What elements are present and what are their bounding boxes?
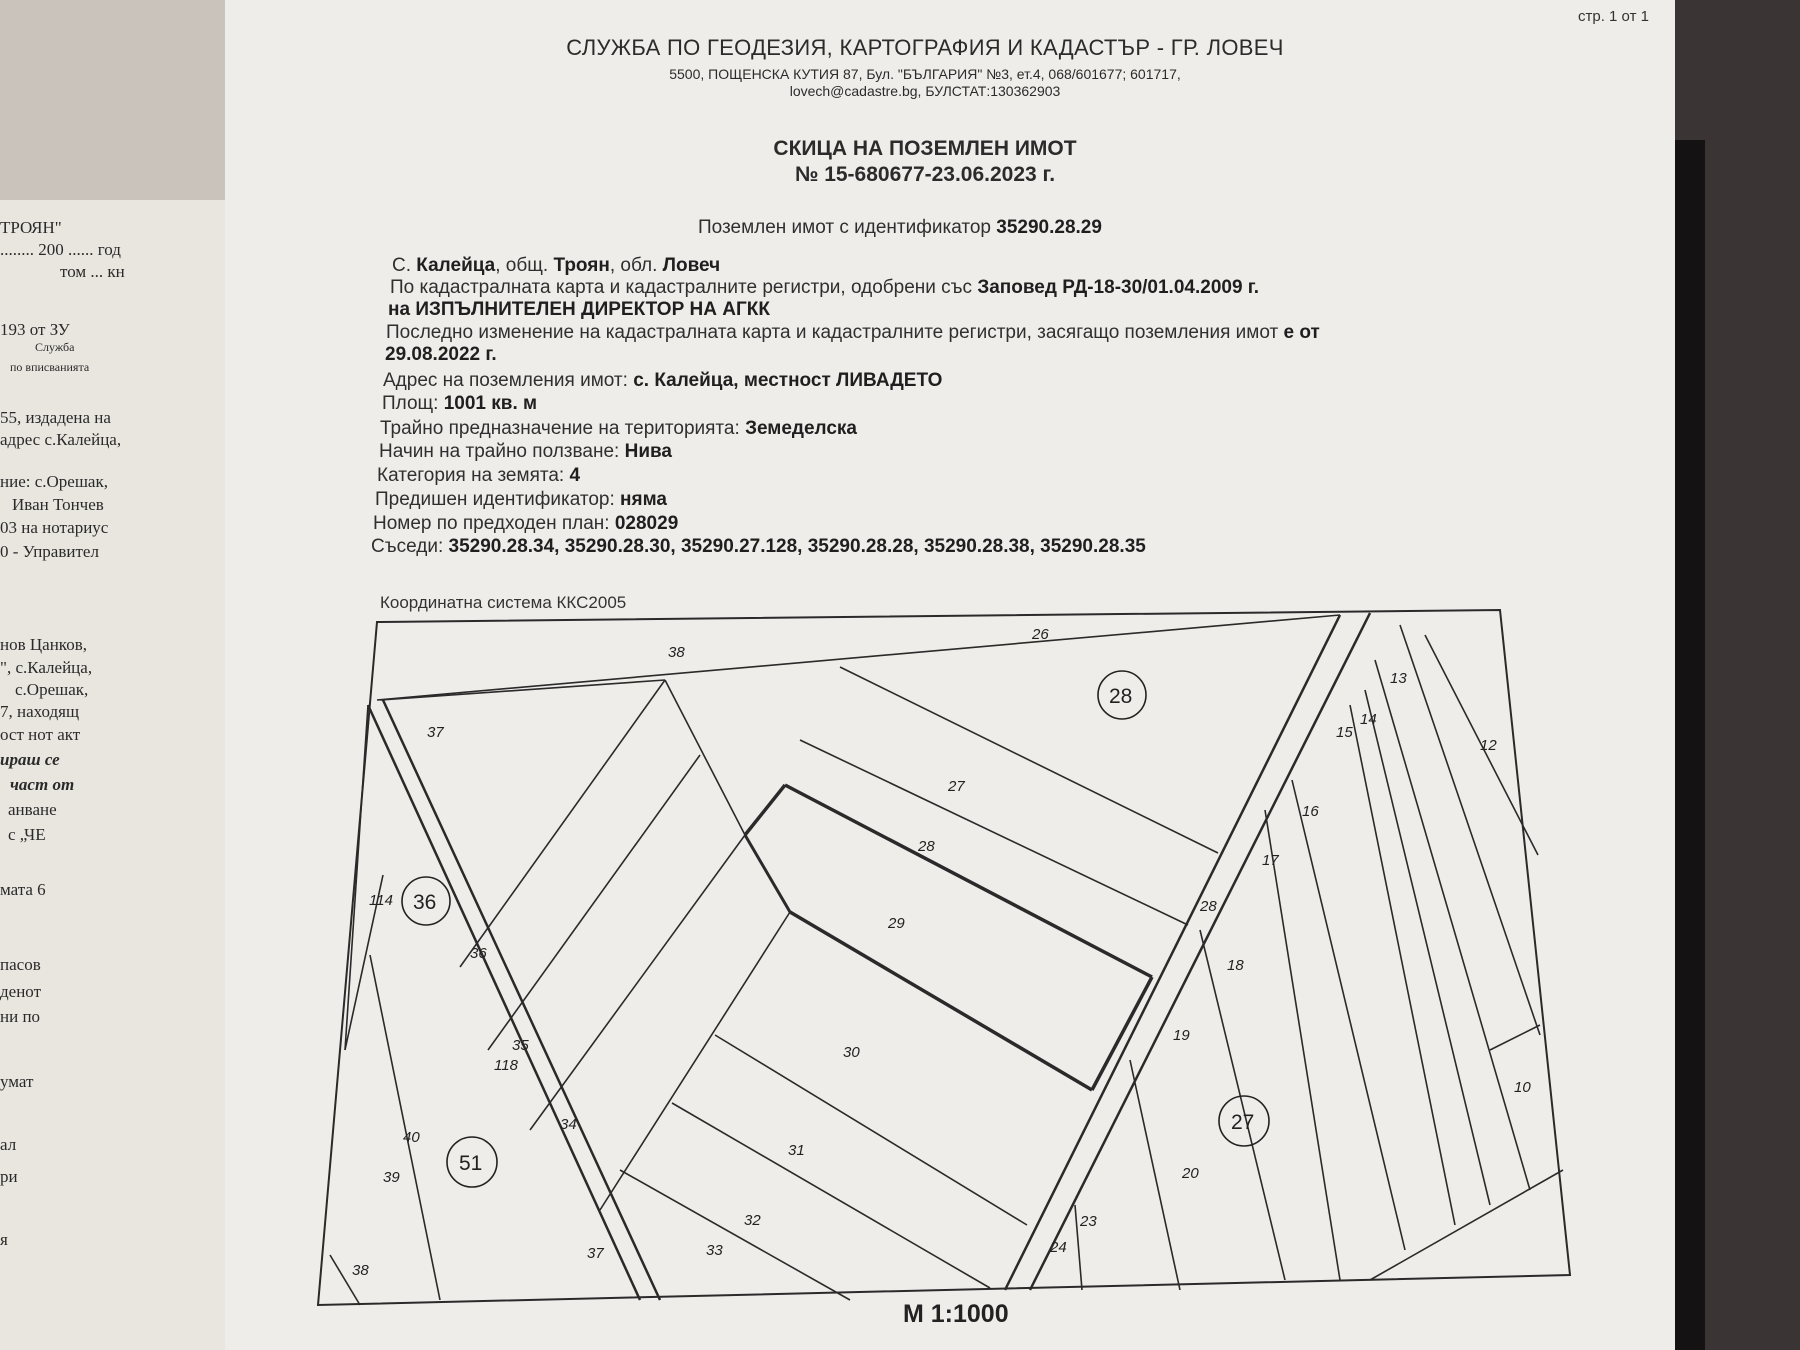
office-contact: lovech@cadastre.bg, БУЛСТАТ:130362903 xyxy=(789,83,1061,99)
left-fragment: адрес с.Калейца, xyxy=(0,430,122,449)
parcel-label: 28 xyxy=(918,838,935,855)
left-fragment: ри xyxy=(0,1167,18,1186)
parcel-label: 31 xyxy=(788,1142,805,1159)
circled-block-labels xyxy=(413,685,1254,1175)
line-16 xyxy=(370,955,440,1300)
line-23 xyxy=(1292,780,1405,1250)
neighbors-value: 35290.28.34, 35290.28.30, 35290.27.128, 35290.28.28, 35290.28.38, 35290.28.35 xyxy=(448,536,1146,557)
block-number: 51 xyxy=(459,1152,483,1175)
line-9 xyxy=(800,740,1188,925)
line-25 xyxy=(1200,930,1285,1280)
prev-id-value: няма xyxy=(620,489,667,510)
parcel-lines xyxy=(318,610,1570,1305)
line-7 xyxy=(530,835,745,1130)
left-fragment: Служба xyxy=(35,340,75,354)
parcel-label: 19 xyxy=(1173,1027,1190,1044)
line-1 xyxy=(377,615,1340,700)
line-5 xyxy=(460,680,665,967)
left-fragment: я xyxy=(0,1230,8,1249)
location-label: С. xyxy=(392,255,411,276)
neighbors-label: Съседи: xyxy=(371,536,444,557)
left-fragment: с „ЧЕ xyxy=(8,825,46,844)
left-fragment: 0 - Управител xyxy=(0,542,99,561)
left-fragment: 55, издадена на xyxy=(0,408,111,427)
line-11 xyxy=(715,1035,1027,1225)
line-8 xyxy=(840,667,1218,853)
identifier-label: Поземлен имот с идентификатор xyxy=(698,217,991,238)
approval-value: Заповед РД-18-30/01.04.2009 г. xyxy=(977,277,1260,298)
left-fragment: по вписванията xyxy=(10,360,90,374)
left-fragment: мата 6 xyxy=(0,880,46,899)
area-label: Площ: xyxy=(382,393,439,414)
line-19 xyxy=(1400,625,1540,1035)
left-fragment: 03 на нотариус xyxy=(0,518,109,537)
parcel-label: 32 xyxy=(744,1212,761,1229)
municipality-value: Троян xyxy=(553,255,610,276)
parcel-label: 39 xyxy=(383,1169,400,1186)
left-fragment: ираш се xyxy=(0,750,60,769)
parcel-label: 118 xyxy=(494,1057,518,1074)
category-value: 4 xyxy=(569,465,581,486)
office-name: СЛУЖБА ПО ГЕОДЕЗИЯ, КАРТОГРАФИЯ И КАДАСТЪР - ГР. ЛОВЕЧ xyxy=(566,35,1284,60)
left-fragment: част от xyxy=(10,775,75,794)
line-29 xyxy=(1490,1025,1540,1050)
prev-plan-label: Номер по предходен план: xyxy=(373,513,610,534)
line-10 xyxy=(600,912,790,1210)
map-scale: М 1:1000 xyxy=(903,1300,1009,1328)
area-value: 1001 кв. м xyxy=(443,393,538,414)
parcel-label: 14 xyxy=(1360,711,1377,728)
line-12 xyxy=(672,1103,990,1288)
line-6 xyxy=(488,755,700,1050)
parcel-label: 36 xyxy=(470,945,487,962)
circled-block-numbers xyxy=(402,671,1269,1187)
line-22 xyxy=(1350,705,1455,1225)
line-24 xyxy=(1265,810,1340,1280)
purpose-value: Земеделска xyxy=(745,418,857,439)
identifier-value: 35290.28.29 xyxy=(996,217,1102,238)
document-number: № 15-680677-23.06.2023 г. xyxy=(794,163,1056,186)
last-change-label: Последно изменение на кадастралната карта и кадастралните регистри, засягащо поземления имот xyxy=(386,322,1279,343)
parcel-label: 26 xyxy=(1032,626,1049,643)
usage-label: Начин на трайно ползване: xyxy=(379,441,620,462)
last-change-date: 29.08.2022 г. xyxy=(385,344,497,365)
left-fragment: нов Цанков, xyxy=(0,635,87,654)
parcel-label: 37 xyxy=(587,1245,604,1262)
stream-edge-b xyxy=(383,700,660,1300)
approval-by: на ИЗПЪЛНИТЕЛЕН ДИРЕКТОР НА АГКК xyxy=(388,299,770,320)
approval-label: По кадастралната карта и кадастралните регистри, одобрени със xyxy=(390,277,973,298)
parcel-label: 33 xyxy=(706,1242,723,1259)
last-change-value: е от xyxy=(1283,322,1320,343)
left-fragment: ост нот акт xyxy=(0,725,81,744)
parcel-label: 18 xyxy=(1227,957,1244,974)
line-26 xyxy=(1130,1060,1180,1290)
left-fragment: ........ 200 ...... год xyxy=(0,240,121,259)
parcel-label: 16 xyxy=(1302,803,1319,820)
left-fragment: ал xyxy=(0,1135,17,1154)
prev-plan-value: 028029 xyxy=(614,513,679,534)
coordinate-system-label: Координатна система ККС2005 xyxy=(380,593,627,612)
parcel-label: 37 xyxy=(427,724,444,741)
left-fragment: анване xyxy=(8,800,57,819)
parcel-29-south xyxy=(790,912,1092,1090)
left-fragment: ", с.Калейца, xyxy=(0,658,93,677)
left-fragment: ТРОЯН" xyxy=(0,218,62,237)
address-label: Адрес на поземления имот: xyxy=(383,370,628,391)
left-fragment: с.Орешак, xyxy=(15,680,89,699)
left-fragment: 7, находящ xyxy=(0,702,80,721)
line-20 xyxy=(1375,660,1530,1190)
left-fragment: Иван Тончев xyxy=(12,495,104,514)
parcel-label: 114 xyxy=(369,892,393,909)
office-address: 5500, ПОЩЕНСКА КУТИЯ 87, Бул. "БЪЛГАРИЯ" №3, ет.4, 068/601677; 601717, xyxy=(669,66,1181,82)
parcel-label: 28 xyxy=(1200,898,1217,915)
line-2 xyxy=(380,680,665,700)
left-fragment: пасов xyxy=(0,955,41,974)
left-fragment: ни по xyxy=(0,1007,41,1026)
parcel-label: 30 xyxy=(843,1044,860,1061)
parcel-label: 34 xyxy=(560,1116,577,1133)
left-fragment: ние: с.Орешак, xyxy=(0,472,108,491)
parcel-label: 29 xyxy=(888,915,905,932)
left-fragment: том ... кн xyxy=(60,262,125,281)
village-value: Калейца xyxy=(416,255,496,276)
parcel-29-east xyxy=(1092,977,1152,1090)
parcel-29-west xyxy=(745,785,785,835)
prev-id-label: Предишен идентификатор: xyxy=(375,489,615,510)
parcel-label: 10 xyxy=(1514,1079,1531,1096)
parcel-label: 24 xyxy=(1050,1239,1067,1256)
stream-edge-a xyxy=(368,705,640,1300)
usage-value: Нива xyxy=(624,441,672,462)
document-title: СКИЦА НА ПОЗЕМЛЕН ИМОТ xyxy=(773,137,1077,160)
address-value: с. Калейца, местност ЛИВАДЕТО xyxy=(633,370,943,391)
map-frame xyxy=(318,610,1570,1305)
parcel-label: 17 xyxy=(1262,852,1279,869)
road-edge-west xyxy=(1005,615,1340,1290)
line-13 xyxy=(620,1170,850,1300)
left-fragment: умат xyxy=(0,1072,34,1091)
parcel-label: 40 xyxy=(403,1129,420,1146)
purpose-label: Трайно предназначение на територията: xyxy=(380,418,740,439)
parcel-label: 13 xyxy=(1390,670,1407,687)
parcel-label: 23 xyxy=(1080,1213,1097,1230)
category-label: Категория на земята: xyxy=(377,465,565,486)
parcel-label: 38 xyxy=(352,1262,369,1279)
block-number: 27 xyxy=(1231,1111,1255,1134)
road-edge-east xyxy=(1030,613,1370,1290)
line-3 xyxy=(665,680,745,835)
page-counter: стр. 1 от 1 xyxy=(1578,8,1649,25)
block-number: 36 xyxy=(413,891,437,914)
block-number: 28 xyxy=(1109,685,1133,708)
left-fragment: 193 от ЗУ xyxy=(0,320,70,339)
region-value: Ловеч xyxy=(662,255,721,276)
parcel-label: 35 xyxy=(512,1037,529,1054)
parcel-label: 15 xyxy=(1336,724,1353,741)
parcel-label: 27 xyxy=(948,778,965,795)
region-label: , обл. xyxy=(609,255,658,276)
municipality-label: , общ. xyxy=(495,255,549,276)
line-4 xyxy=(745,835,790,912)
left-fragment: денот xyxy=(0,982,41,1001)
line-21 xyxy=(1365,690,1490,1205)
parcel-label: 12 xyxy=(1480,737,1497,754)
parcel-label: 38 xyxy=(668,644,685,661)
parcel-label: 20 xyxy=(1182,1165,1199,1182)
